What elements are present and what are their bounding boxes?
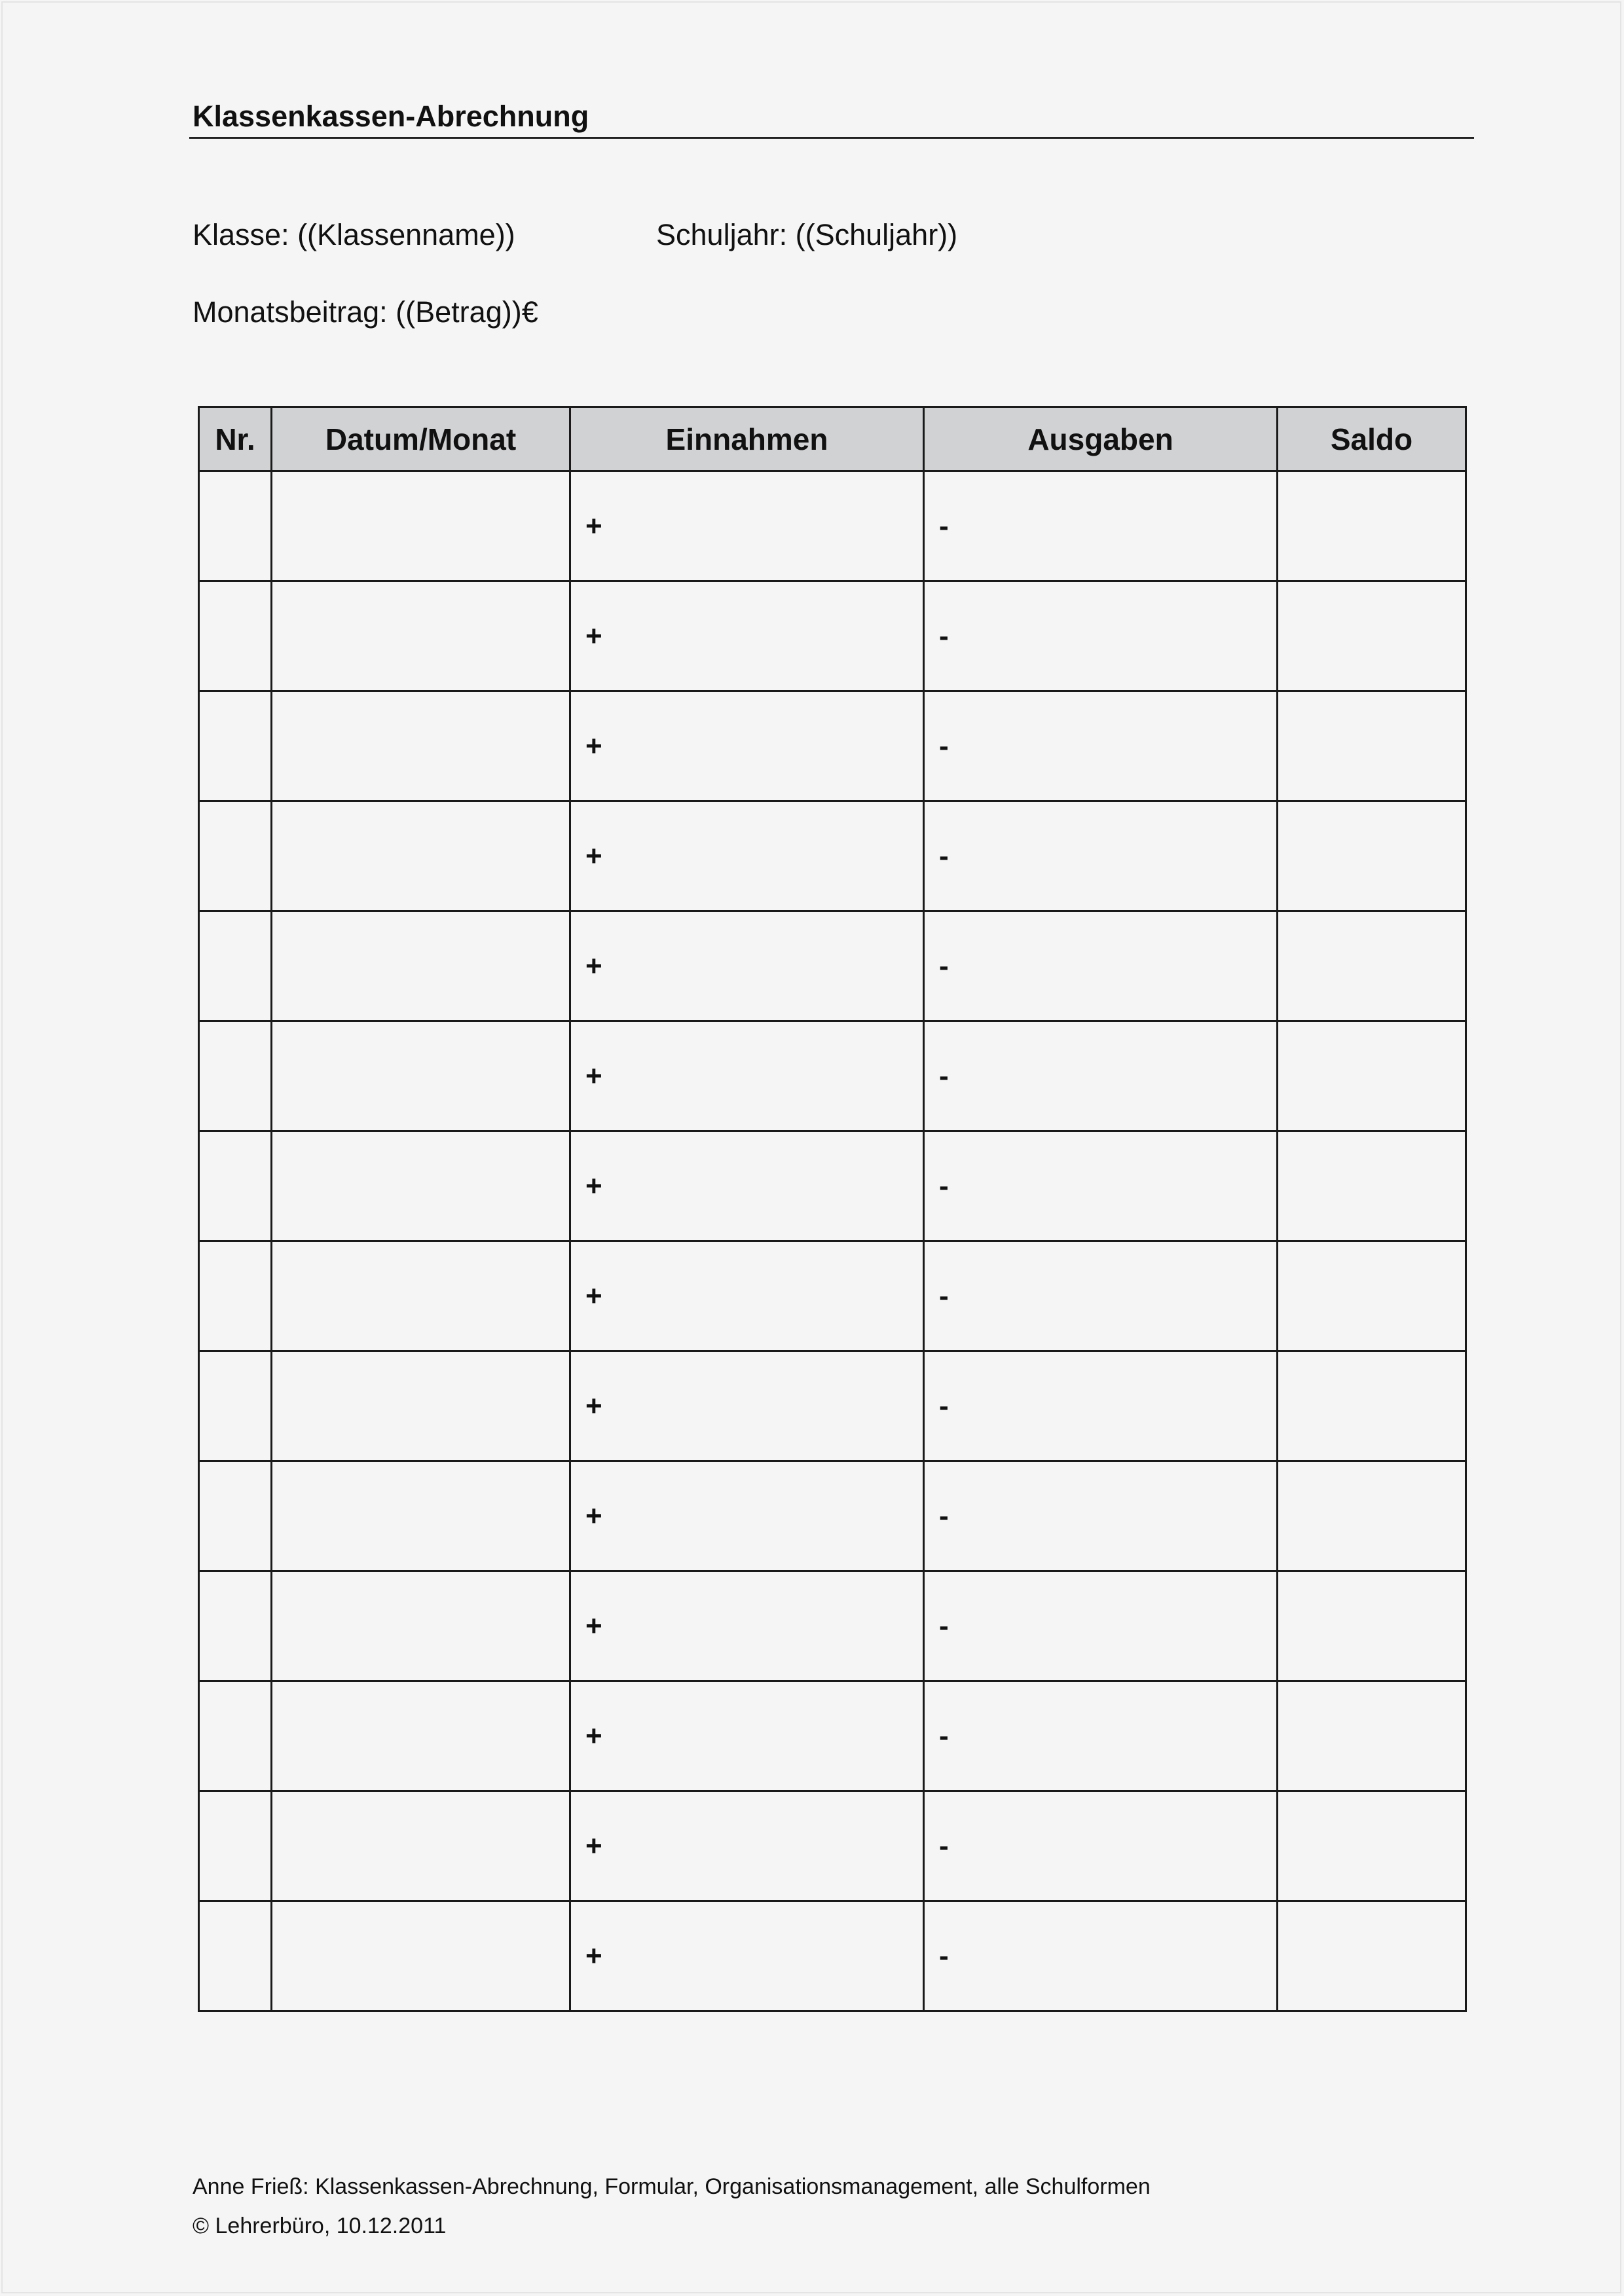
cell-einnahmen[interactable]: + [570,1681,924,1791]
cell-saldo[interactable] [1278,1351,1466,1461]
table-row [199,1901,1466,2011]
table-row [199,1461,1466,1571]
table-row [199,801,1466,911]
cell-nr[interactable] [199,471,272,581]
cell-saldo[interactable] [1278,691,1466,801]
cell-datum-monat[interactable] [272,1021,570,1131]
cell-ausgaben[interactable]: - [924,1681,1278,1791]
document-title: Klassenkassen-Abrechnung [193,100,589,133]
cell-datum-monat[interactable] [272,1571,570,1681]
cell-ausgaben[interactable]: - [924,1791,1278,1901]
cell-nr[interactable] [199,691,272,801]
cell-nr[interactable] [199,1351,272,1461]
header-datum-monat: Datum/Monat [272,407,570,471]
cell-datum-monat[interactable] [272,1241,570,1351]
cell-saldo[interactable] [1278,1131,1466,1241]
cell-nr[interactable] [199,801,272,911]
table-row [199,581,1466,691]
cell-ausgaben[interactable]: - [924,1021,1278,1131]
cell-nr[interactable] [199,911,272,1021]
cell-nr[interactable] [199,1791,272,1901]
cell-saldo[interactable] [1278,1241,1466,1351]
title-underline [189,137,1474,139]
footer-credit: Anne Frieß: Klassenkassen-Abrechnung, Formular, Organisationsmanagement, alle Schulformen [193,2174,1151,2199]
header-einnahmen: Einnahmen [570,407,924,471]
cell-ausgaben[interactable]: - [924,581,1278,691]
table-row [199,1131,1466,1241]
cell-ausgaben[interactable]: - [924,1131,1278,1241]
table-header-row [199,407,1466,471]
cell-datum-monat[interactable] [272,801,570,911]
cell-einnahmen[interactable]: + [570,581,924,691]
cell-saldo[interactable] [1278,1681,1466,1791]
cell-nr[interactable] [199,1571,272,1681]
table-row [199,1681,1466,1791]
cell-einnahmen[interactable]: + [570,801,924,911]
schuljahr-field: Schuljahr: ((Schuljahr)) [656,218,958,251]
cell-saldo[interactable] [1278,1021,1466,1131]
cell-saldo[interactable] [1278,471,1466,581]
cell-datum-monat[interactable] [272,1461,570,1571]
cell-datum-monat[interactable] [272,1131,570,1241]
cell-datum-monat[interactable] [272,1351,570,1461]
cell-saldo[interactable] [1278,581,1466,691]
cell-saldo[interactable] [1278,1461,1466,1571]
cell-saldo[interactable] [1278,801,1466,911]
cell-datum-monat[interactable] [272,911,570,1021]
cell-ausgaben[interactable]: - [924,691,1278,801]
cell-einnahmen[interactable]: + [570,691,924,801]
klasse-field: Klasse: ((Klassenname)) [193,218,515,251]
cell-datum-monat[interactable] [272,1681,570,1791]
header-ausgaben: Ausgaben [924,407,1278,471]
cell-nr[interactable] [199,1131,272,1241]
cell-einnahmen[interactable]: + [570,1021,924,1131]
cell-einnahmen[interactable]: + [570,1901,924,2011]
cell-einnahmen[interactable]: + [570,1461,924,1571]
cell-einnahmen[interactable]: + [570,1571,924,1681]
cell-datum-monat[interactable] [272,581,570,691]
header-nr: Nr. [199,407,272,471]
cell-ausgaben[interactable]: - [924,911,1278,1021]
cell-datum-monat[interactable] [272,1901,570,2011]
table-row [199,1571,1466,1681]
cell-ausgaben[interactable]: - [924,801,1278,911]
cell-ausgaben[interactable]: - [924,1241,1278,1351]
table-row [199,471,1466,581]
cell-saldo[interactable] [1278,1791,1466,1901]
cell-ausgaben[interactable]: - [924,1461,1278,1571]
cell-ausgaben[interactable]: - [924,1901,1278,2011]
table-row [199,1791,1466,1901]
cell-einnahmen[interactable]: + [570,1131,924,1241]
header-saldo: Saldo [1278,407,1466,471]
ledger-table [198,406,1467,2012]
table-row [199,1241,1466,1351]
cell-einnahmen[interactable]: + [570,911,924,1021]
cell-einnahmen[interactable]: + [570,1241,924,1351]
table-body [199,471,1466,2011]
cell-einnahmen[interactable]: + [570,471,924,581]
cell-nr[interactable] [199,1461,272,1571]
cell-nr[interactable] [199,581,272,691]
cell-saldo[interactable] [1278,1901,1466,2011]
cell-datum-monat[interactable] [272,691,570,801]
cell-einnahmen[interactable]: + [570,1351,924,1461]
table-row [199,1021,1466,1131]
cell-nr[interactable] [199,1241,272,1351]
cell-nr[interactable] [199,1021,272,1131]
monatsbeitrag-field: Monatsbeitrag: ((Betrag))€ [193,295,538,329]
footer-copyright: © Lehrerbüro, 10.12.2011 [193,2214,447,2238]
cell-saldo[interactable] [1278,1571,1466,1681]
table-row [199,1351,1466,1461]
cell-datum-monat[interactable] [272,471,570,581]
table-row [199,691,1466,801]
cell-nr[interactable] [199,1901,272,2011]
table-row [199,911,1466,1021]
cell-ausgaben[interactable]: - [924,1351,1278,1461]
cell-saldo[interactable] [1278,911,1466,1021]
cell-ausgaben[interactable]: - [924,471,1278,581]
cell-ausgaben[interactable]: - [924,1571,1278,1681]
cell-datum-monat[interactable] [272,1791,570,1901]
cell-einnahmen[interactable]: + [570,1791,924,1901]
cell-nr[interactable] [199,1681,272,1791]
